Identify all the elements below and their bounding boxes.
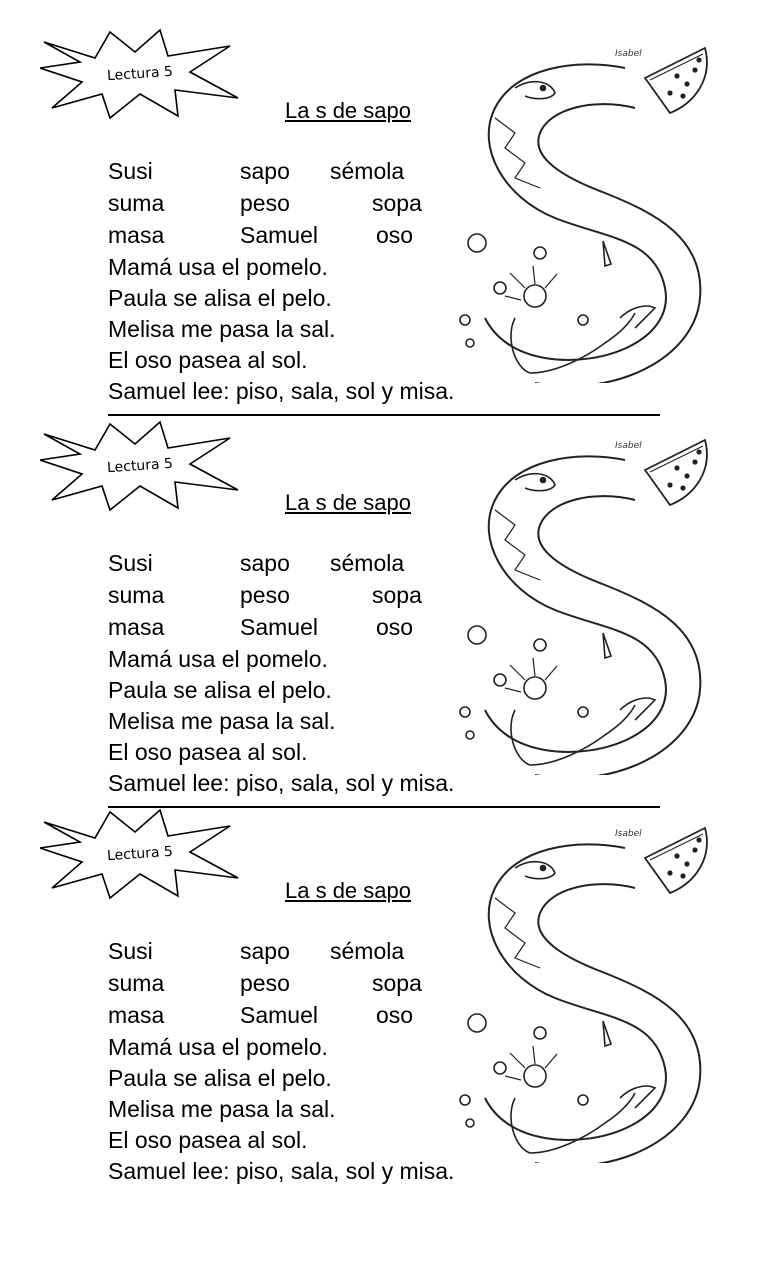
word: sémola	[330, 550, 405, 576]
word: sopa	[372, 970, 422, 996]
reading-title: La s de sapo	[285, 98, 411, 123]
sentence: Mamá usa el pomelo.	[108, 646, 328, 672]
word: oso	[376, 1002, 414, 1028]
sentence: Mamá usa el pomelo.	[108, 1034, 328, 1060]
sentence: Paula se alisa el pelo.	[108, 677, 332, 703]
word: peso	[240, 190, 290, 216]
letter-s-illustration-icon	[455, 430, 715, 775]
sentence: Melisa me pasa la sal.	[108, 708, 336, 734]
word: oso	[376, 222, 414, 248]
word: sopa	[372, 190, 422, 216]
word: Susi	[108, 158, 153, 184]
word: Susi	[108, 550, 153, 576]
signature-text: Isabel	[615, 829, 642, 839]
word: suma	[108, 582, 165, 608]
word: sapo	[240, 158, 290, 184]
sentence: Samuel lee: piso, sala, sol y misa.	[108, 770, 455, 796]
word: oso	[376, 614, 414, 640]
reading-section	[0, 420, 768, 812]
word: masa	[108, 614, 165, 640]
signature-text: Isabel	[615, 49, 642, 59]
word: peso	[240, 970, 290, 996]
word: suma	[108, 190, 165, 216]
lectura-badge-label: Lectura 5	[106, 455, 174, 477]
word: sémola	[330, 938, 405, 964]
sentence: Samuel lee: piso, sala, sol y misa.	[108, 378, 455, 404]
lectura-badge	[40, 420, 240, 512]
sentence: El oso pasea al sol.	[108, 1127, 308, 1153]
signature-text: Isabel	[615, 441, 642, 451]
word: peso	[240, 582, 290, 608]
sentence: Mamá usa el pomelo.	[108, 254, 328, 280]
word: sapo	[240, 938, 290, 964]
sentence: Samuel lee: piso, sala, sol y misa.	[108, 1158, 455, 1184]
sentence: El oso pasea al sol.	[108, 347, 308, 373]
sentence: Melisa me pasa la sal.	[108, 316, 336, 342]
reading-title: La s de sapo	[285, 490, 411, 515]
sentence: El oso pasea al sol.	[108, 739, 308, 765]
sentence: Paula se alisa el pelo.	[108, 1065, 332, 1091]
word: Samuel	[240, 222, 318, 248]
sentence: Melisa me pasa la sal.	[108, 1096, 336, 1122]
word: sémola	[330, 158, 405, 184]
reading-section	[0, 808, 768, 1200]
word: masa	[108, 1002, 165, 1028]
lectura-badge-label: Lectura 5	[106, 843, 174, 865]
reading-section	[0, 28, 768, 420]
word: Susi	[108, 938, 153, 964]
reading-title: La s de sapo	[285, 878, 411, 903]
word: sopa	[372, 582, 422, 608]
lectura-badge-label: Lectura 5	[106, 63, 174, 85]
letter-s-illustration-icon	[455, 818, 715, 1163]
word: Samuel	[240, 1002, 318, 1028]
word: masa	[108, 222, 165, 248]
word: Samuel	[240, 614, 318, 640]
word: suma	[108, 970, 165, 996]
lectura-badge	[40, 28, 240, 120]
lectura-badge	[40, 808, 240, 900]
sentence: Paula se alisa el pelo.	[108, 285, 332, 311]
word: sapo	[240, 550, 290, 576]
letter-s-illustration-icon	[455, 38, 715, 383]
